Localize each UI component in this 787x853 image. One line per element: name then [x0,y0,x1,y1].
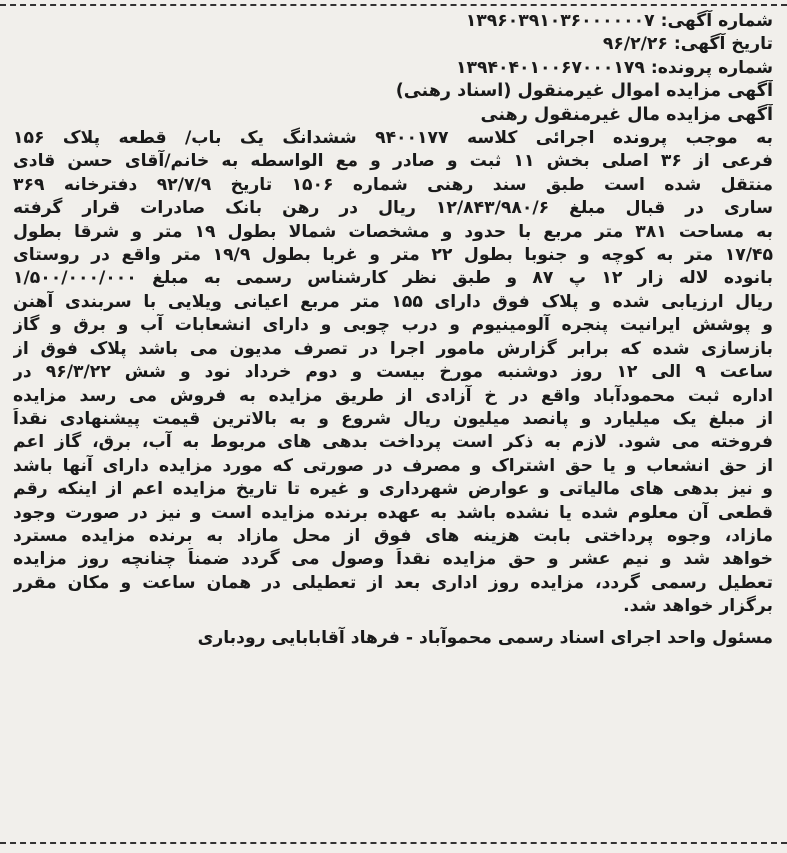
body-line: و نیز بدهی های مالیاتی و عوارض شهرداری و غیره تا تاریخ مزایده اعم از اینکه رقم [13,479,773,500]
body-line: خواهد شد و نیم عشر و حق مزایده نقداً وصول می گردد ضمناً چنانچه روز مزایده [13,549,773,570]
body-line: از حق انشعاب و یا حق اشتراک و مصرف در صورتی که مورد مزایده دارای آنها باشد [13,455,773,476]
body-line: به مساحت ۳۸۱ متر مربع با حدود و مشخصات شمالا بطول ۱۹ متر و شرقا بطول [13,221,773,242]
auction-notice [13,10,773,650]
body-line: از مبلغ یک میلیارد و پانصد میلیون ریال شروع و به بالاترین قیمت پیشنهادی نقداً [13,408,773,429]
notice-title: آگهی مزایده اموال غیرمنقول (اسناد رهنی) [395,81,773,102]
body-line: فروخته می شود. لازم به ذکر است پرداخت بدهی های مربوط به آب، برق، گاز اعم [13,432,773,453]
body-line: منتقل شده است طبق سند رهنی شماره ۱۵۰۶ تاریخ ۹۲/۷/۹ دفترخانه ۳۶۹ [13,174,773,195]
body-line: بانوده لاله زار ۱۲ پ ۸۷ و طبق نظر کارشناس رسمی به مبلغ ۱/۵۰۰/۰۰۰/۰۰۰ [13,268,773,289]
top-dashed-rule [0,4,787,6]
body-line: برگزار خواهد شد. [623,596,773,617]
signature-line: مسئول واحد اجرای اسناد رسمی محموآباد - فرهاد آقابابایی رودباری [197,627,773,648]
body-line: ساری در قبال مبلغ ۱۲/۸۴۳/۹۸۰/۶ ریال در رهن بانک صادرات قرار گرفته [13,198,773,219]
body-line: بازسازی شده که برابر گزارش مامور اجرا در تصرف مدیون می باشد پلاک فوق از [13,338,773,359]
body-line: مازاد، وجوه پرداختی بابت هزینه های فوق از محل مازاد به برنده مزایده مسترد [13,525,773,546]
notice-subtitle: آگهی مزایده مال غیرمنقول رهنی [480,104,773,125]
ad-number: شماره آگهی: ۱۳۹۶۰۳۹۱۰۳۶۰۰۰۰۰۰۷ [465,11,773,31]
body-line: و پوشش ایرانیت پنجره آلومینیوم و درب چوبی و دارای انشعابات آب و برق و گاز [13,315,773,336]
body-line: ریال ارزیابی شده و پلاک فوق دارای ۱۵۵ متر مربع اعیانی ویلایی با سربندی آهنن [13,291,773,312]
body-line: ۱۷/۴۵ متر به کوچه و جنوبا بطول ۲۲ متر و غربا بطول ۱۹/۹ متر واقع در روستای [13,245,773,266]
case-number: شماره پرونده: ۱۳۹۴۰۴۰۱۰۰۶۷۰۰۰۱۷۹ [456,57,773,78]
body-line: فرعی از ۳۶ اصلی بخش ۱۱ ثبت و صادر و مع الواسطه به خانم/آقای حسن قادی [13,151,773,172]
body-line: قطعی آن معلوم شده یا نشده باشد به عهده برنده مزایده است و نیز در صورت وجود [13,502,773,523]
body-line: تعطیل رسمی گردد، مزایده روز اداری بعد از تعطیلی در همان ساعت و مکان مقرر [13,572,773,593]
body-line: به موجب پرونده اجرائی کلاسه ۹۴۰۰۱۷۷ ششدانگ یک باب/ قطعه پلاک ۱۵۶ [13,128,773,149]
body-line: ساعت ۹ الی ۱۲ روز دوشنبه مورخ بیست و دوم خرداد نود و شش ۹۶/۳/۲۲ در [13,362,773,383]
bottom-dashed-rule [0,842,787,844]
body-line: اداره ثبت محمودآباد واقع در خ آزادی از طریق مزایده به فروش می رسد مزایده [13,385,773,406]
ad-date: تاریخ آگهی: ۹۶/۲/۲۶ [602,34,773,55]
